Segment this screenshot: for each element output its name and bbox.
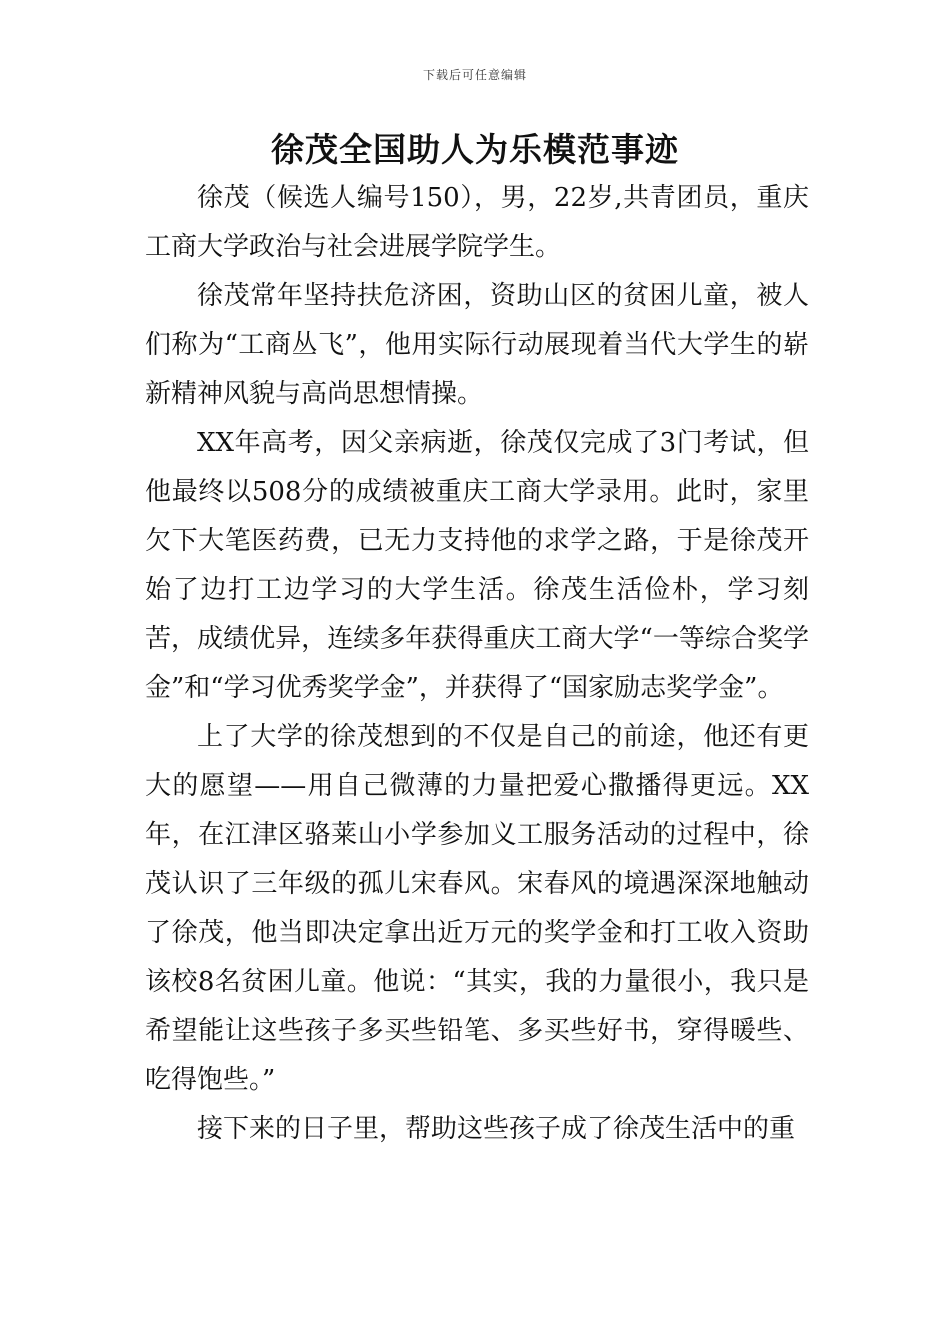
document-title: 徐茂全国助人为乐模范事迹 — [271, 130, 679, 169]
paragraph: 上了大学的徐茂想到的不仅是自己的前途，他还有更大的愿望——用自己微薄的力量把爱心撒播得更远。XX年，在江津区骆莱山小学参加义工服务活动的过程中，徐茂认识了三年级的孤儿宋春风。宋春风的境遇深深地触动了徐茂，他当即决定拿出近万元的奖学金和打工收入资助该校8名贫困儿童。他说：“其实，我的力量很小，我只是希望能让这些孩子多买些铅笔、多买些好书，穿得暖些、吃得饱些。” — [145, 722, 809, 1095]
paragraph: 接下来的日子里，帮助这些孩子成了徐茂生活中的重 — [197, 1114, 796, 1144]
paragraph: 徐茂常年坚持扶危济困，资助山区的贫困儿童，被人们称为“工商丛飞”，他用实际行动展现着当代大学生的崭新精神风貌与高尚思想情操。 — [145, 281, 809, 409]
paragraph: 徐茂（候选人编号150），男，22岁,共青团员，重庆工商大学政治与社会进展学院学生。 — [145, 183, 809, 262]
header-note: 下载后可任意编辑 — [422, 68, 527, 82]
document-body — [145, 174, 809, 1154]
paragraph: XX年高考，因父亲病逝，徐茂仅完成了3门考试，但他最终以508分的成绩被重庆工商大学录用。此时，家里欠下大笔医药费，已无力支持他的求学之路，于是徐茂开始了边打工边学习的大学生活。徐茂生活俭朴，学习刻苦，成绩优异，连续多年获得重庆工商大学“一等综合奖学金”和“学习优秀奖学金”，并获得了“国家励志奖学金”。 — [145, 428, 809, 703]
